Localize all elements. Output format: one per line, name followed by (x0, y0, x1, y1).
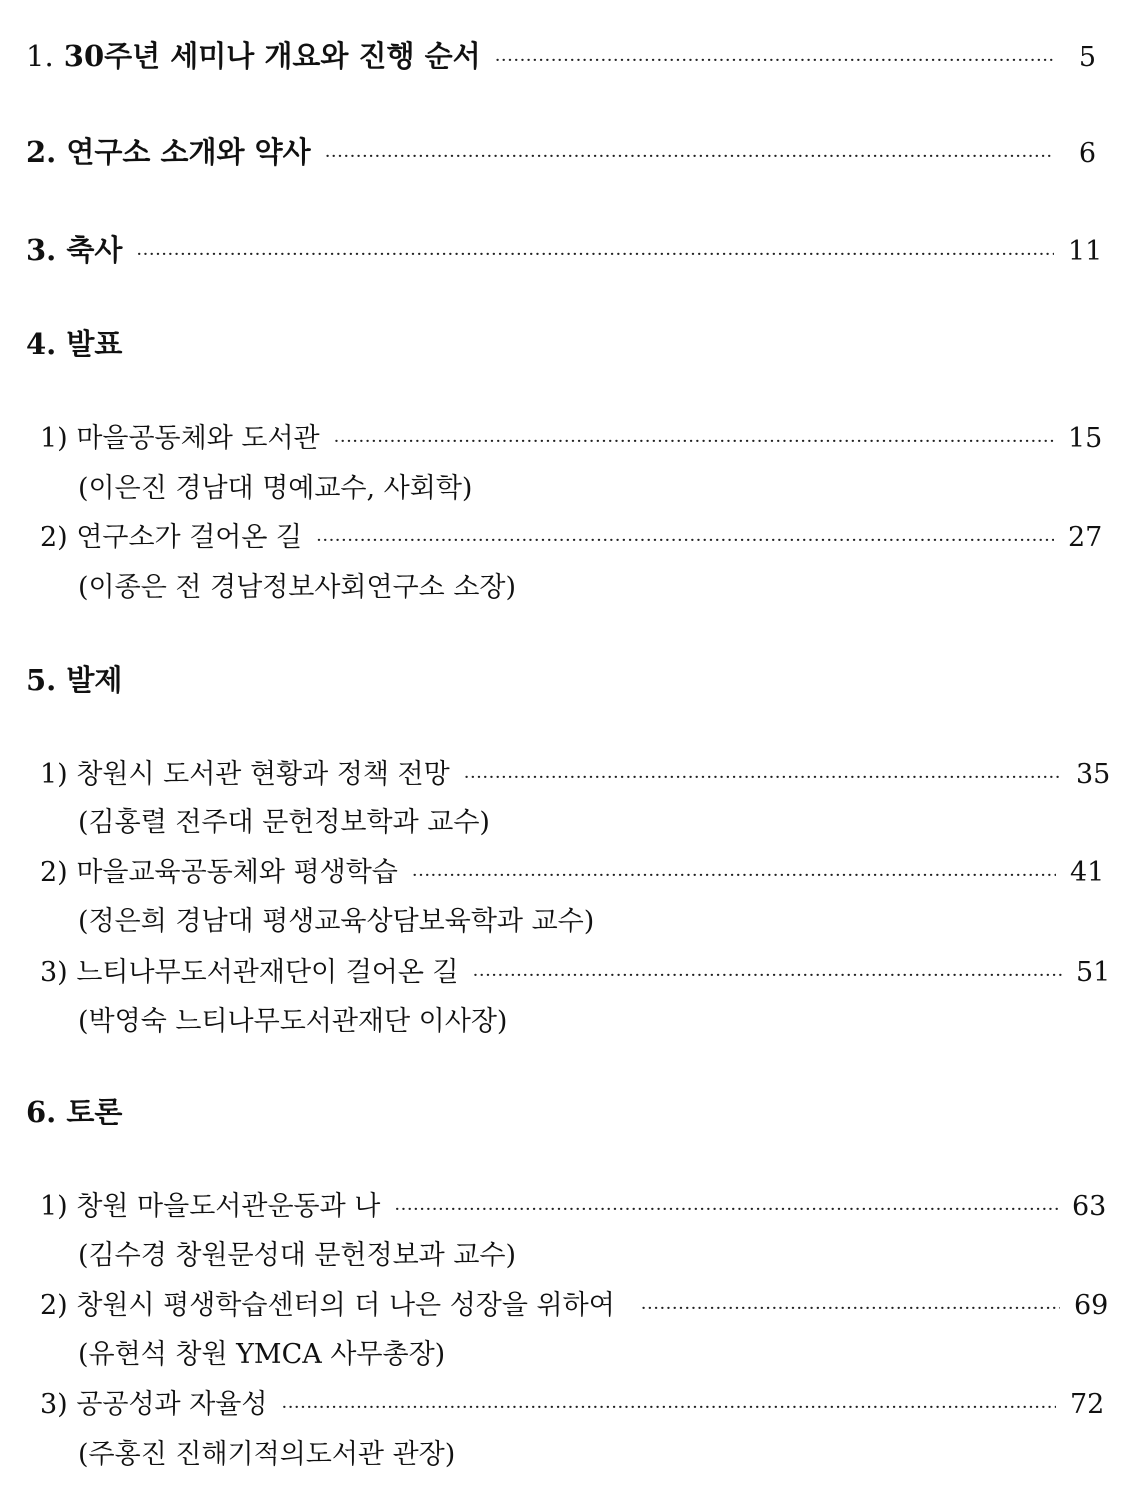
page-number: 15 (1068, 423, 1103, 454)
dot-leader (316, 530, 1054, 551)
toc-entry (40, 850, 1105, 889)
toc-section-3 (26, 228, 1103, 269)
toc-section-2 (26, 130, 1096, 171)
page-number: 27 (1068, 522, 1103, 553)
page-number: 69 (1074, 1290, 1109, 1321)
dot-leader (334, 431, 1054, 452)
dot-leader (473, 965, 1062, 986)
entry-speaker: (김홍렬 전주대 문헌정보학과 교수) (78, 807, 490, 838)
section-title: 토론 (66, 1095, 123, 1129)
section-title: 연구소 소개와 약사 (66, 135, 311, 169)
entry-title: 연구소가 걸어온 길 (76, 522, 303, 553)
toc-section-5 (26, 658, 122, 699)
entry-number: 3) (40, 1389, 68, 1420)
entry-title: 마을교육공동체와 평생학습 (76, 857, 398, 888)
section-number: 1. (26, 39, 54, 73)
entry-number: 2) (40, 522, 68, 553)
dot-leader (412, 865, 1056, 886)
toc-entry (40, 416, 1103, 455)
dot-leader (325, 146, 1054, 167)
page-number: 72 (1070, 1389, 1105, 1420)
section-title: 발표 (66, 327, 123, 361)
entry-number: 1) (40, 1191, 68, 1222)
entry-number: 2) (40, 1290, 68, 1321)
page-number: 5 (1078, 42, 1096, 73)
entry-number: 2) (40, 857, 68, 888)
toc-entry (40, 1184, 1107, 1223)
dot-leader (136, 244, 1054, 265)
toc-section-1 (26, 34, 1096, 75)
section-number: 3. (26, 233, 57, 267)
page-number: 41 (1070, 857, 1105, 888)
entry-speaker: (이은진 경남대 명예교수, 사회학) (78, 473, 473, 504)
toc-entry (40, 1283, 1109, 1322)
entry-title: 창원시 도서관 현황과 정책 전망 (76, 759, 450, 790)
page-number: 35 (1076, 759, 1111, 790)
entry-title: 마을공동체와 도서관 (76, 423, 320, 454)
toc-section-6 (26, 1090, 122, 1131)
dot-leader (281, 1397, 1056, 1418)
entry-number: 1) (40, 423, 68, 454)
toc-entry (40, 752, 1111, 791)
section-title: 발제 (66, 663, 123, 697)
entry-speaker: (유현석 창원 YMCA 사무총장) (78, 1339, 446, 1370)
page-number: 11 (1068, 236, 1103, 267)
entry-speaker: (주홍진 진해기적의도서관 관장) (78, 1439, 456, 1470)
page-number: 63 (1072, 1191, 1107, 1222)
entry-title: 공공성과 자율성 (76, 1389, 268, 1420)
section-number: 4. (26, 327, 57, 361)
entry-speaker: (이종은 전 경남정보사회연구소 소장) (78, 572, 517, 603)
section-number: 5. (26, 663, 57, 697)
entry-speaker: (박영숙 느티나무도서관재단 이사장) (78, 1006, 508, 1037)
entry-title: 느티나무도서관재단이 걸어온 길 (76, 957, 459, 988)
section-number: 6. (26, 1095, 57, 1129)
toc-section-4 (26, 322, 122, 363)
dot-leader (495, 50, 1054, 71)
entry-title: 창원시 평생학습센터의 더 나은 성장을 위하여 (76, 1290, 615, 1321)
page-number: 51 (1076, 957, 1111, 988)
page-number: 6 (1078, 138, 1096, 169)
dot-leader (394, 1199, 1058, 1220)
entry-speaker: (김수경 창원문성대 문헌정보과 교수) (78, 1240, 517, 1271)
entry-number: 3) (40, 957, 68, 988)
dot-leader (464, 767, 1062, 788)
section-title: 축사 (66, 233, 123, 267)
section-number: 2. (26, 135, 57, 169)
entry-number: 1) (40, 759, 68, 790)
toc-entry (40, 950, 1111, 989)
entry-title: 창원 마을도서관운동과 나 (76, 1191, 381, 1222)
dot-leader (641, 1298, 1060, 1319)
toc-entry (40, 515, 1103, 554)
toc-entry (40, 1382, 1105, 1421)
entry-speaker: (정은희 경남대 평생교육상담보육학과 교수) (78, 906, 595, 937)
section-title: 30주년 세미나 개요와 진행 순서 (63, 39, 481, 73)
